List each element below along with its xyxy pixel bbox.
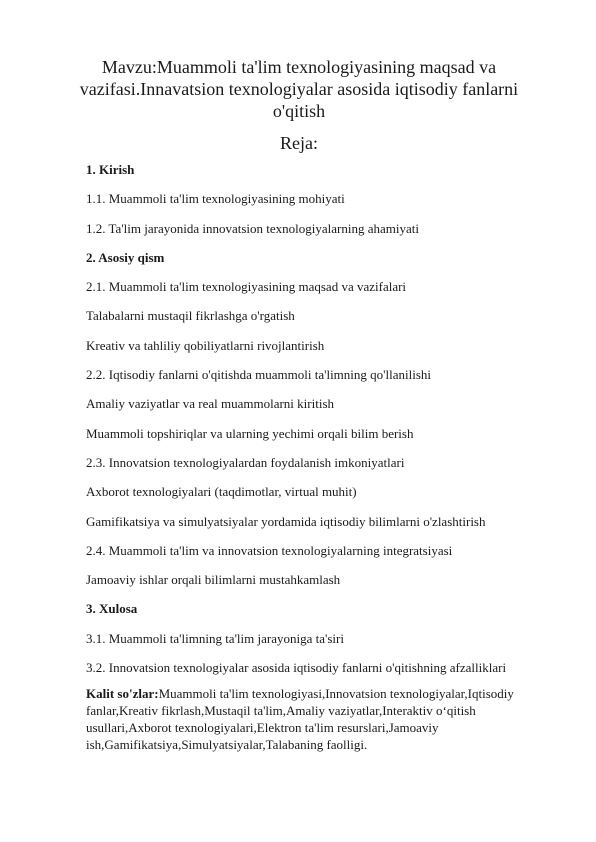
plan-item: 2.1. Muammoli ta'lim texnologiyasining maqsad va vazifalari <box>86 279 407 295</box>
keywords-label: Kalit so'zlar: <box>86 686 159 702</box>
keywords-paragraph <box>86 685 542 753</box>
keywords-text: Muammoli ta'lim texnologiyasi,Innovatsion texnologiyalar,Iqtisodiy fanlar,Kreativ fikrlash,Mustaqil ta'lim,Amaliy vaziyatlar,Interaktiv o‘qitish usullari,Axborot texnologiyalari,Elektron ta'lim resurslari,Jamoaviy ish,Gamifikatsiya,Simulyatsiyalar,Talabaning faolligi. <box>86 686 514 753</box>
plan-item: 3.1. Muammoli ta'limning ta'lim jarayoniga ta'siri <box>86 630 344 646</box>
plan-item: 2.3. Innovatsion texnologiyalardan foydalanish imkoniyatlari <box>86 454 405 470</box>
plan-section-heading: 3. Xulosa <box>86 601 138 617</box>
plan-item: 2.2. Iqtisodiy fanlarni o'qitishda muammoli ta'limning qo'llanilishi <box>86 367 431 383</box>
plan-item: Jamoaviy ishlar orqali bilimlarni mustahkamlash <box>86 572 341 588</box>
plan-item: Muammoli topshiriqlar va ularning yechimi orqali bilim berish <box>86 425 414 441</box>
plan-item: 3.2. Innovatsion texnologiyalar asosida iqtisodiy fanlarni o'qitishning afzalliklari <box>86 660 507 676</box>
plan-item: 1.2. Ta'lim jarayonida innovatsion texnologiyalarning ahamiyati <box>86 220 419 236</box>
plan-heading: Reja: <box>280 133 318 153</box>
plan-item: Axborot texnologiyalari (taqdimotlar, virtual muhit) <box>86 484 357 500</box>
plan-item: Talabalarni mustaqil fikrlashga o'rgatish <box>86 308 295 324</box>
plan-item: Gamifikatsiya va simulyatsiyalar yordamida iqtisodiy bilimlarni o'zlashtirish <box>86 513 486 529</box>
plan-item: 1.1. Muammoli ta'lim texnologiyasining mohiyati <box>86 191 345 207</box>
document-title: Mavzu:Muammoli ta'lim texnologiyasining maqsad va vazifasi.Innavatsion texnologiyalar asosida iqtisodiy fanlarni o'qitish <box>79 57 519 121</box>
plan-item: Kreativ va tahliliy qobiliyatlarni rivojlantirish <box>86 337 325 353</box>
plan-section-heading: 2. Asosiy qism <box>86 249 165 265</box>
plan-section-heading: 1. Kirish <box>86 162 135 177</box>
plan-item: Amaliy vaziyatlar va real muammolarni kiritish <box>86 396 335 412</box>
plan-item: 2.4. Muammoli ta'lim va innovatsion texnologiyalarning integratsiyasi <box>86 542 453 558</box>
plan-list <box>86 162 542 676</box>
